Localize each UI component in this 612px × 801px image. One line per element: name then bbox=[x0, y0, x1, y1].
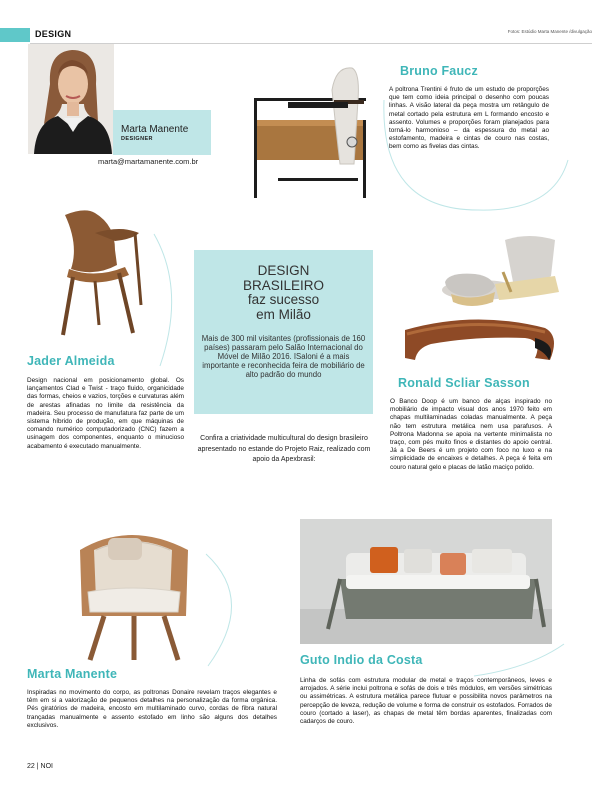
modular-sofa-image bbox=[300, 519, 552, 644]
photo-credits: Fotos: Estúdio Marta Manente /divulgação bbox=[507, 29, 592, 34]
author-email: marta@martamanente.com.br bbox=[98, 157, 199, 166]
feature-title-line: em Milão bbox=[256, 306, 311, 322]
designer-name-jader-almeida: Jader Almeida bbox=[27, 354, 115, 368]
section-accent-bar bbox=[0, 28, 30, 42]
page-number: 22 bbox=[27, 763, 35, 770]
clad-chair-image bbox=[55, 205, 155, 345]
feature-title bbox=[194, 264, 373, 322]
feature-note: Confira a criatividade multicultural do design brasileiro apresentado no estande do Projeto Raiz, realizado com apoio da Apexbrasil: bbox=[197, 435, 371, 463]
decorative-arc-bottom-right bbox=[470, 640, 570, 680]
author-name: Marta Manente bbox=[121, 124, 189, 135]
page-footer bbox=[27, 763, 53, 770]
designer-text-bruno-faucz: A poltrona Trentini é fruto de um estudo de proporções que tem como ideia principal o desenho com poucas linhas. A visão lateral da peça mostra um retângulo de metal cortado pela estrutura em L formando encosto e assento. Volumes e proporções foram planejados para torná-lo harmonioso – da espessura do metal ao estofamento, madeira e cintas de couro nas costas, bem como as fivelas das cintas. bbox=[389, 86, 549, 151]
author-portrait bbox=[28, 44, 114, 154]
decorative-arc-bottom-left bbox=[200, 550, 260, 670]
section-label: DESIGN bbox=[35, 29, 72, 39]
designer-name-guto-indio-da-costa: Guto Indio da Costa bbox=[300, 653, 423, 667]
designer-text-jader-almeida: Design nacional em posicionamento global. Os lançamentos Clad e Twist - traço fluido, organicidade das formas, cheios e vazios, torções e curvaturas além de arestas afinadas no limite da resistência da madeira. Seu processo de manufatura faz parte de um sistema híbrido de produção, em que máquinas de comando numérico computadorizado (CNC) fazem a usinagem dos componentes, enquanto o minucioso acabamento é executado manualmente. bbox=[27, 377, 184, 450]
decorative-arc-left bbox=[150, 230, 190, 370]
modular-sofa-illustration bbox=[300, 519, 552, 644]
designer-name-marta-manente: Marta Manente bbox=[27, 667, 118, 681]
feature-title-line: faz sucesso bbox=[247, 292, 320, 307]
feature-title-line: DESIGN bbox=[257, 263, 310, 278]
donaire-armchair-image bbox=[60, 520, 205, 665]
feature-subtitle: Mais de 300 mil visitantes (profissionais de 160 países) passaram pelo Salão Internacional do Móvel de Milão 2016. ISaloni é a mais importante e reconhecida feira de mobiliário de alto padrão do mundo bbox=[201, 334, 366, 380]
designer-name-ronald-scliar-sasson: Ronald Scliar Sasson bbox=[398, 376, 530, 390]
doop-bench-madonna-chair-image bbox=[395, 232, 570, 372]
designer-name-bruno-faucz: Bruno Faucz bbox=[400, 64, 478, 78]
feature-title-line: BRASILEIRO bbox=[242, 277, 325, 293]
author-role: DESIGNER bbox=[121, 136, 153, 142]
magazine-name: NOI bbox=[40, 763, 53, 770]
feature-highlight-box bbox=[194, 250, 373, 414]
trentini-chair-illustration bbox=[248, 60, 378, 200]
portrait-illustration bbox=[28, 44, 114, 154]
trentini-chair-image bbox=[248, 60, 378, 200]
designer-text-guto-indio-da-costa: Linha de sofás com estrutura modular de metal e traços contemporâneos, leves e arrojados. A série inclui poltrona e sofás de dois e três módulos, em versões simétricas ou assimétricas. A estrutura metálica parece flutuar e possibilita novos parâmetros na percepção de leveza, redução de volume e forma de construir os estofados. Forrados de couro (cortado a laser), as chapas de metal têm bordas aparentes, finalizadas com cadarços de couro. bbox=[300, 677, 552, 726]
clad-chair-illustration bbox=[55, 205, 155, 345]
footer-separator: | bbox=[36, 763, 39, 770]
header-divider bbox=[30, 43, 592, 44]
doop-bench-illustration bbox=[395, 232, 570, 372]
designer-text-ronald-scliar-sasson: O Banco Doop é um banco de alças inspirado no mobiliário de impacto visual dos anos 1970 feito em chapas multilaminadas coladas manualmente. A peça não tem estrutura metálica nem usa parafusos. A Poltrona Madonna se apoia na vertente minimalista no traço, com pés muito finos e distantes do apoio central. Já a De Beers é um projeto com foco no luxo e na simplicidade de encaixes e detalhes. A peça é feita em couro natural gelo e placas de latão maciço polido. bbox=[390, 398, 552, 471]
designer-text-marta-manente: Inspiradas no movimento do corpo, as poltronas Donaire revelam traços elegantes e têm em si a valorização de pequenos detalhes na personalização da forma orgânica. Pés giratórios de madeira, encosto em multilaminado curvo, cordas de fibra natural trançadas manualmente e assento estofado em linho são alguns dos detalhes exclusivos. bbox=[27, 689, 277, 729]
donaire-armchair-illustration bbox=[60, 520, 205, 665]
decorative-arc-top-right bbox=[378, 60, 598, 220]
